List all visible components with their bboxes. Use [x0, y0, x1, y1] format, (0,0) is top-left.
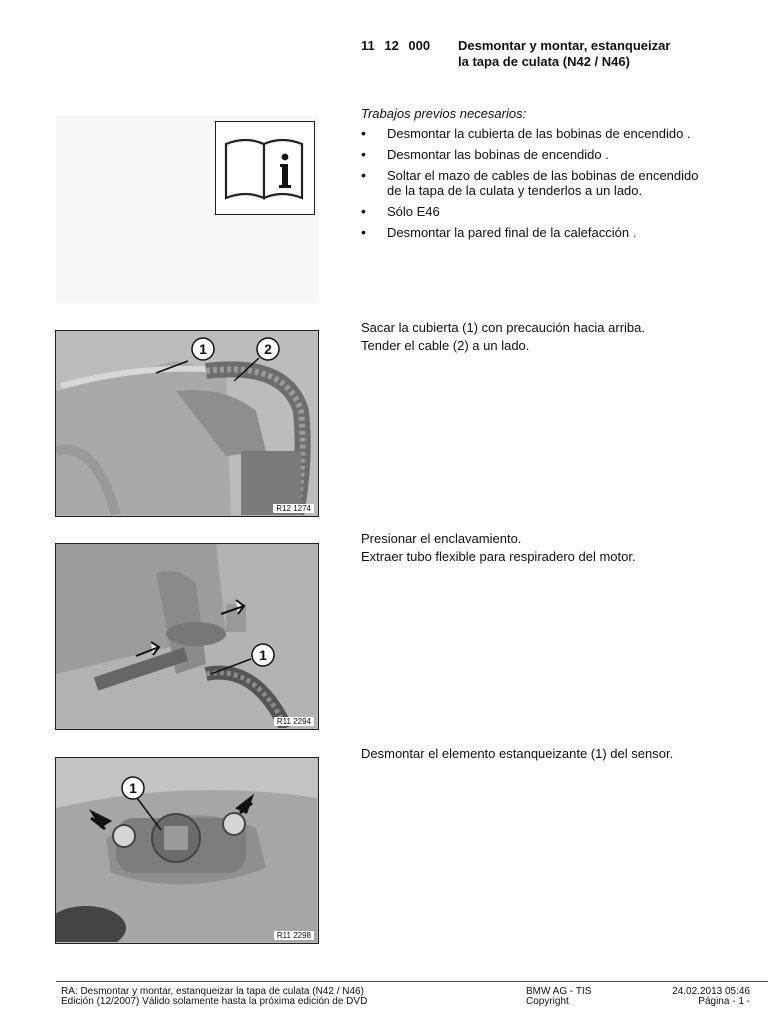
footer-publisher: BMW AG - TIS: [526, 986, 592, 997]
step-3-text: [361, 745, 741, 763]
photo-cover-removal: [55, 330, 319, 517]
page-title: [458, 38, 738, 70]
list-item: • Desmontar las bobinas de encendido .: [361, 147, 701, 162]
prerequisites-title: Trabajos previos necesarios:: [361, 106, 527, 121]
footer-doc-title: RA: Desmontar y montar, estanqueizar la tapa de culata (N42 / N46): [61, 986, 364, 997]
image-reference: R12 1274: [273, 504, 314, 513]
callout-1: 1: [129, 780, 137, 796]
list-item: • Desmontar la pared final de la calefacción .: [361, 225, 701, 240]
list-item: • Desmontar la cubierta de las bobinas de encendido .: [361, 126, 701, 141]
step-line: Sacar la cubierta (1) con precaución hacia arriba.: [361, 320, 645, 335]
step-2-text: [361, 530, 741, 566]
footer-datetime: 24.02.2013 05:46: [672, 986, 750, 997]
title-line-1: Desmontar y montar, estanqueizar: [458, 38, 671, 53]
step-line: Extraer tubo flexible para respiradero del motor.: [361, 549, 636, 564]
callout-1: 1: [199, 341, 207, 357]
info-manual-icon: [215, 121, 315, 215]
footer-page-number: Página - 1 -: [698, 996, 750, 1007]
image-reference: R11 2294: [274, 717, 314, 726]
step-line: Presionar el enclavamiento.: [361, 531, 522, 546]
step-line: Tender el cable (2) a un lado.: [361, 338, 530, 353]
footer-copyright: Copyright: [526, 996, 569, 1007]
callout-1: 1: [259, 647, 267, 663]
step-1-text: [361, 319, 741, 355]
photo-breather-hose: [55, 543, 319, 730]
footer-divider: [56, 981, 768, 982]
list-item: • Sólo E46: [361, 204, 701, 219]
photo-sensor-seal: [55, 757, 319, 944]
step-line: Desmontar el elemento estanqueizante (1) del sensor.: [361, 746, 674, 761]
list-item: • Soltar el mazo de cables de las bobinas de encendido de la tapa de la culata y tenderlos a un lado.: [361, 168, 701, 198]
prerequisites-list: [361, 126, 701, 246]
title-line-2: la tapa de culata (N42 / N46): [458, 54, 630, 69]
footer-edition: Edición (12/2007) Válido solamente hasta la próxima edición de DVD: [61, 996, 368, 1007]
procedure-code: 11 12 000: [361, 38, 431, 53]
callout-2: 2: [264, 341, 272, 357]
image-reference: R11 2298: [274, 931, 314, 940]
